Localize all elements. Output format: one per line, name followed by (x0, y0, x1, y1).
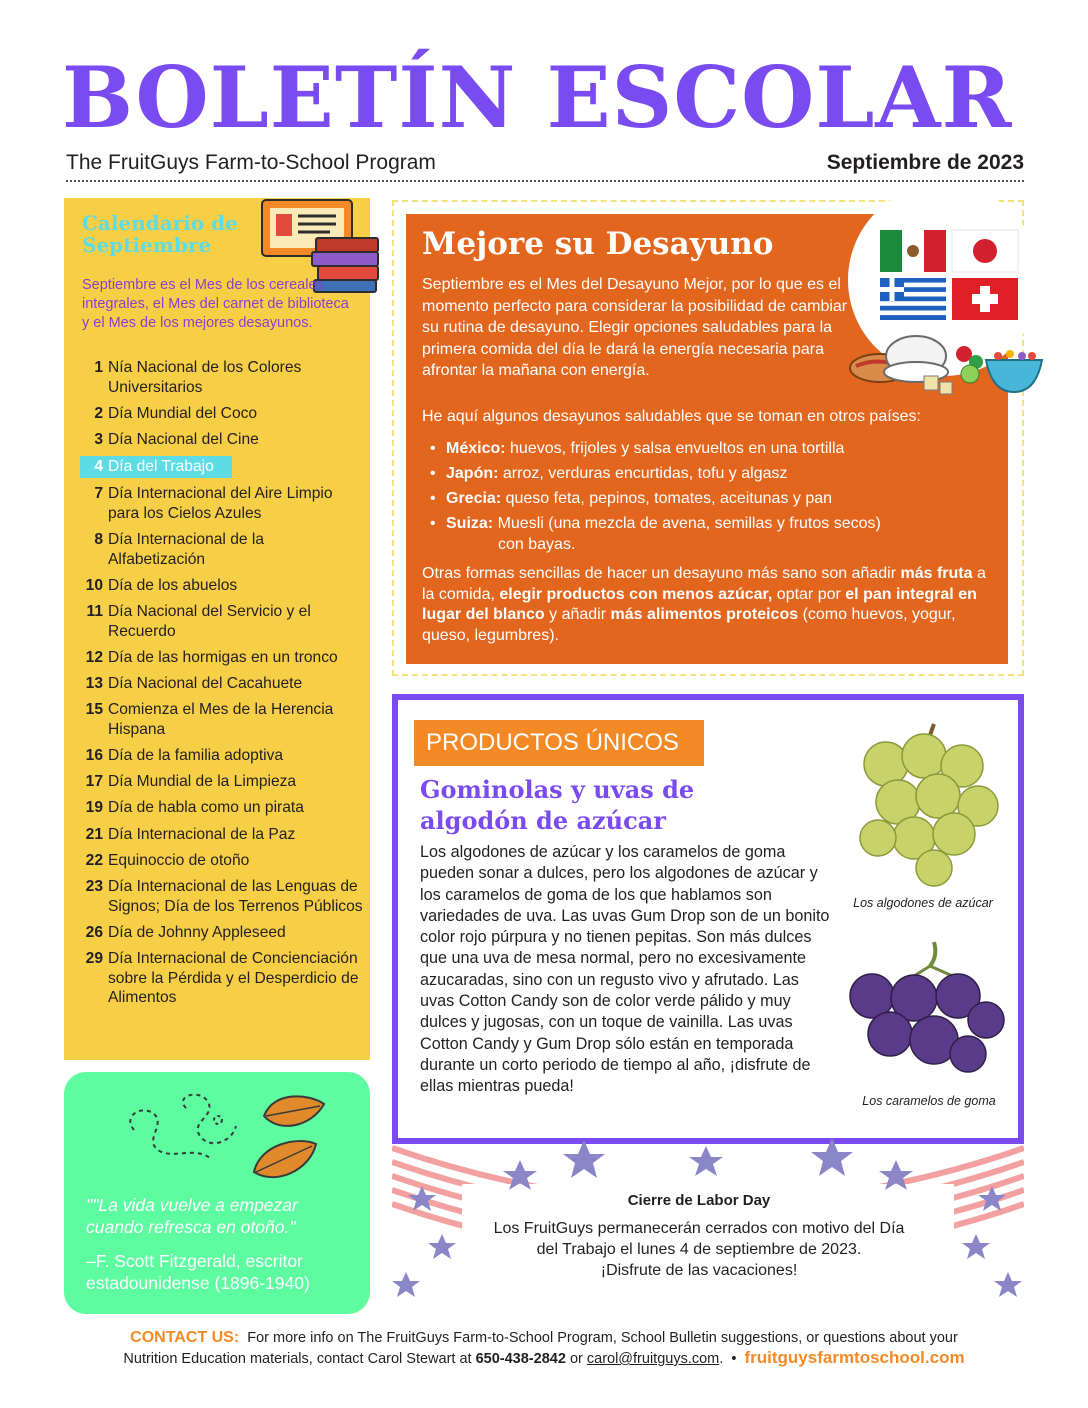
calendar-event: Día Internacional de la Paz (108, 825, 296, 843)
calendar-item (78, 484, 364, 523)
calendar-item (78, 404, 364, 424)
calendar-item (78, 430, 364, 450)
calendar-day: 4 (94, 458, 103, 476)
tips-bold: elegir productos con menos azúcar, (499, 585, 773, 603)
calendar-day: 7 (94, 485, 103, 503)
calendar-item (78, 923, 364, 943)
footer-line-1 (60, 1328, 1028, 1348)
calendar-event: Nía Nacional de los Colores Universitarios (108, 359, 302, 396)
tips-bold: el pan integral en lugar del blanco (422, 585, 977, 623)
calendar-event: Día Nacional del Cacahuete (108, 675, 303, 693)
quote-author: –F. Scott Fitzgerald, escritor estadounidense (1896-1940) (86, 1251, 310, 1293)
products-body: Los algodones de azúcar y los caramelos de goma pueden sonar a dulces, pero los algodones de azúcar y los caramelos de goma de los que hablamos son variedades de uva. Las uvas Gum Drop son de un bonito color rojo púrpura y no tienen pepitas. Son más dulces que una uva de mesa normal, pero no excesivamente azucaradas, sino con un regusto vivo y afrutado. Las uvas Cotton Candy son de color verde pálido y muy dulces y jugosas, con un toque de vainilla. Las uvas Cotton Candy y Gum Drop sólo están en temporada durante un corto periodo de tiempo al año, ¡disfrute de ellas mientras pueda! (420, 843, 830, 1096)
breakfast-intro: Septiembre es el Mes del Desayuno Mejor, por lo que es el momento perfecto para considerar la posibilidad de cambiar su rutina de desayuno. Elegir opciones saludables para la primera comida del día le dará la energía necesaria para afrontar la mañana con energía. (422, 276, 848, 380)
country-name: Grecia: (446, 490, 502, 507)
grape-caption: Los algodones de azúcar (853, 896, 993, 910)
calendar-item (78, 851, 364, 871)
calendar-event: Día Mundial de la Limpieza (108, 773, 297, 791)
labor-day-title: Cierre de Labor Day (627, 1192, 771, 1209)
breakfast-title: Mejore su Desayuno (422, 226, 774, 262)
calendar-title: Calendario de Septiembre (82, 211, 238, 257)
breakfast-item (430, 463, 990, 484)
calendar-day: 8 (94, 531, 103, 549)
breakfast-list (430, 438, 990, 559)
purple-grapes-image (838, 936, 1008, 1086)
calendar-item (78, 798, 364, 818)
breakfast-description: Muesli (una mezcla de avena, semillas y frutos secos) (497, 515, 881, 532)
calendar-day: 22 (85, 851, 103, 869)
calendar-item (78, 877, 364, 916)
footer-text: or (569, 1351, 583, 1367)
calendar-event: Día Internacional del Aire Limpio para los Cielos Azules (108, 485, 333, 522)
footer-text: Nutrition Education materials, contact Carol Stewart at (123, 1351, 472, 1367)
calendar-item (78, 602, 364, 641)
quote-card (64, 1072, 370, 1314)
calendar-event: Día de los abuelos (108, 576, 238, 594)
tips-text: optar por (772, 585, 846, 603)
calendar-item-highlighted (80, 456, 232, 478)
issue-date: Septiembre de 2023 (826, 151, 1024, 174)
calendar-day: 1 (94, 359, 103, 376)
calendar-item (78, 772, 364, 792)
tips-text: y añadir (544, 606, 611, 623)
labor-day-notice (392, 1138, 1024, 1314)
calendar-item (78, 700, 364, 739)
calendar-item (78, 530, 364, 569)
calendar-event: Día Internacional de las Lenguas de Signos; Día de los Terrenos Públicos (108, 877, 363, 915)
program-name: The FruitGuys Farm-to-School Program (66, 151, 436, 174)
calendar-event: Día Nacional del Cine (108, 430, 259, 448)
calendar-day: 3 (94, 430, 103, 448)
calendar-day: 19 (85, 799, 103, 817)
calendar-event: Día del Trabajo (108, 458, 214, 476)
september-calendar (64, 198, 370, 1060)
country-name: Suiza: (446, 515, 494, 532)
calendar-day: 23 (85, 877, 103, 895)
calendar-day: 13 (85, 675, 103, 693)
calendar-day: 16 (85, 747, 103, 765)
calendar-event: Día de Johnny Appleseed (108, 923, 286, 941)
calendar-day: 26 (85, 923, 103, 941)
calendar-day: 15 (85, 701, 103, 719)
switzerland-flag-icon (952, 278, 1018, 320)
calendar-intro: Septiembre es el Mes de los cereales integrales, el Mes del carnet de biblioteca y el Mes de los mejores desayunos. (82, 277, 349, 331)
breakfast-tips (422, 564, 1000, 646)
calendar-item (78, 746, 364, 766)
footer-line-2: Nutrition Education materials, contact Carol Stewart at 650-438-2842 or carol@fruitguys.com. • fruitguysfarmtoschool.com (123, 1348, 965, 1367)
calendar-list (78, 358, 364, 1014)
breakfast-lead: He aquí algunos desayunos saludables que se toman en otros países: (422, 408, 921, 425)
breakfast-description: arroz, verduras encurtidas, tofu y algasz (502, 465, 788, 482)
breakfast-description: queso feta, pepinos, tomates, aceitunas y pan (505, 490, 833, 507)
tips-text: Otras formas sencillas de hacer un desayuno más sano son añadir (422, 565, 901, 582)
japan-flag-icon (952, 230, 1018, 272)
calendar-item (78, 576, 364, 596)
breakfast-description: huevos, frijoles y salsa envueltos en una tortilla (510, 440, 845, 457)
calendar-day: 12 (85, 648, 103, 666)
calendar-day: 17 (85, 773, 103, 791)
calendar-event: Día Internacional de la Alfabetización (108, 531, 265, 568)
tips-text: (como huevos, yogur, queso, legumbres). (422, 606, 956, 644)
labor-day-body: Los FruitGuys permanecerán cerrados con motivo del Día del Trabajo el lunes 4 de septiembre de 2023. (493, 1220, 905, 1258)
calendar-day: 2 (94, 404, 103, 422)
breakfast-item (430, 513, 990, 555)
grape-caption: Los caramelos de goma (862, 1094, 996, 1108)
calendar-event: Día de la familia adoptiva (108, 747, 284, 765)
calendar-day: 10 (85, 576, 103, 594)
calendar-item (78, 949, 364, 1008)
footer-text: For more info on The FruitGuys Farm-to-School Program, School Bulletin suggestions, or questions about your (247, 1330, 958, 1346)
website-link[interactable]: fruitguysfarmtoschool.com (744, 1348, 965, 1367)
calendar-day: 11 (86, 603, 103, 621)
calendar-event: Equinoccio de otoño (108, 851, 250, 869)
country-name: Japón: (446, 465, 499, 482)
calendar-event: Día Nacional del Servicio y el Recuerdo (108, 603, 311, 640)
quote-text: ""La vida vuelve a empezar cuando refresca en otoño." (86, 1195, 298, 1237)
calendar-event: Comienza el Mes de la Herencia Hispana (108, 701, 334, 738)
calendar-item (78, 674, 364, 694)
tips-text: a la comida, (422, 565, 986, 603)
calendar-day: 29 (85, 949, 103, 967)
country-name: México: (446, 440, 506, 457)
subheader (66, 150, 1024, 182)
calendar-item (78, 358, 364, 397)
tips-bold: más fruta (900, 565, 973, 582)
breakfast-item (430, 488, 990, 509)
section-tag: PRODUCTOS ÚNICOS (414, 720, 704, 766)
calendar-item (78, 648, 364, 668)
footer (60, 1328, 1028, 1369)
products-title: Gominolas y uvas de algodón de azúcar (420, 775, 695, 835)
bulletin-title: BOLETÍN ESCOLAR (62, 48, 1013, 147)
tips-bold: más alimentos proteicos (610, 606, 799, 623)
calendar-item (78, 825, 364, 845)
calendar-day: 21 (85, 825, 103, 843)
breakfast-item (430, 438, 990, 459)
calendar-event: Día Mundial del Coco (108, 404, 258, 422)
calendar-event: Día de las hormigas en un tronco (108, 648, 338, 666)
unique-products-section (392, 694, 1024, 1144)
email-link[interactable]: carol@fruitguys.com (586, 1351, 720, 1367)
contact-label: CONTACT US: (130, 1329, 240, 1346)
labor-day-closing: ¡Disfrute de las vacaciones! (600, 1262, 798, 1279)
leaves-icon (114, 1086, 344, 1196)
mexico-flag-icon (880, 230, 946, 272)
calendar-event: Día Internacional de Concienciación sobre la Pérdida y el Desperdicio de Alimentos (108, 949, 359, 1007)
labor-day-text (484, 1190, 914, 1281)
breakfast-food-icon (846, 326, 1046, 398)
calendar-event: Día de habla como un pirata (108, 799, 304, 817)
phone-number: 650-438-2842 (475, 1351, 566, 1367)
greece-flag-icon (880, 278, 946, 320)
green-grapes-image (838, 710, 1008, 890)
breakfast-description-cont: con bayas. (498, 536, 576, 553)
